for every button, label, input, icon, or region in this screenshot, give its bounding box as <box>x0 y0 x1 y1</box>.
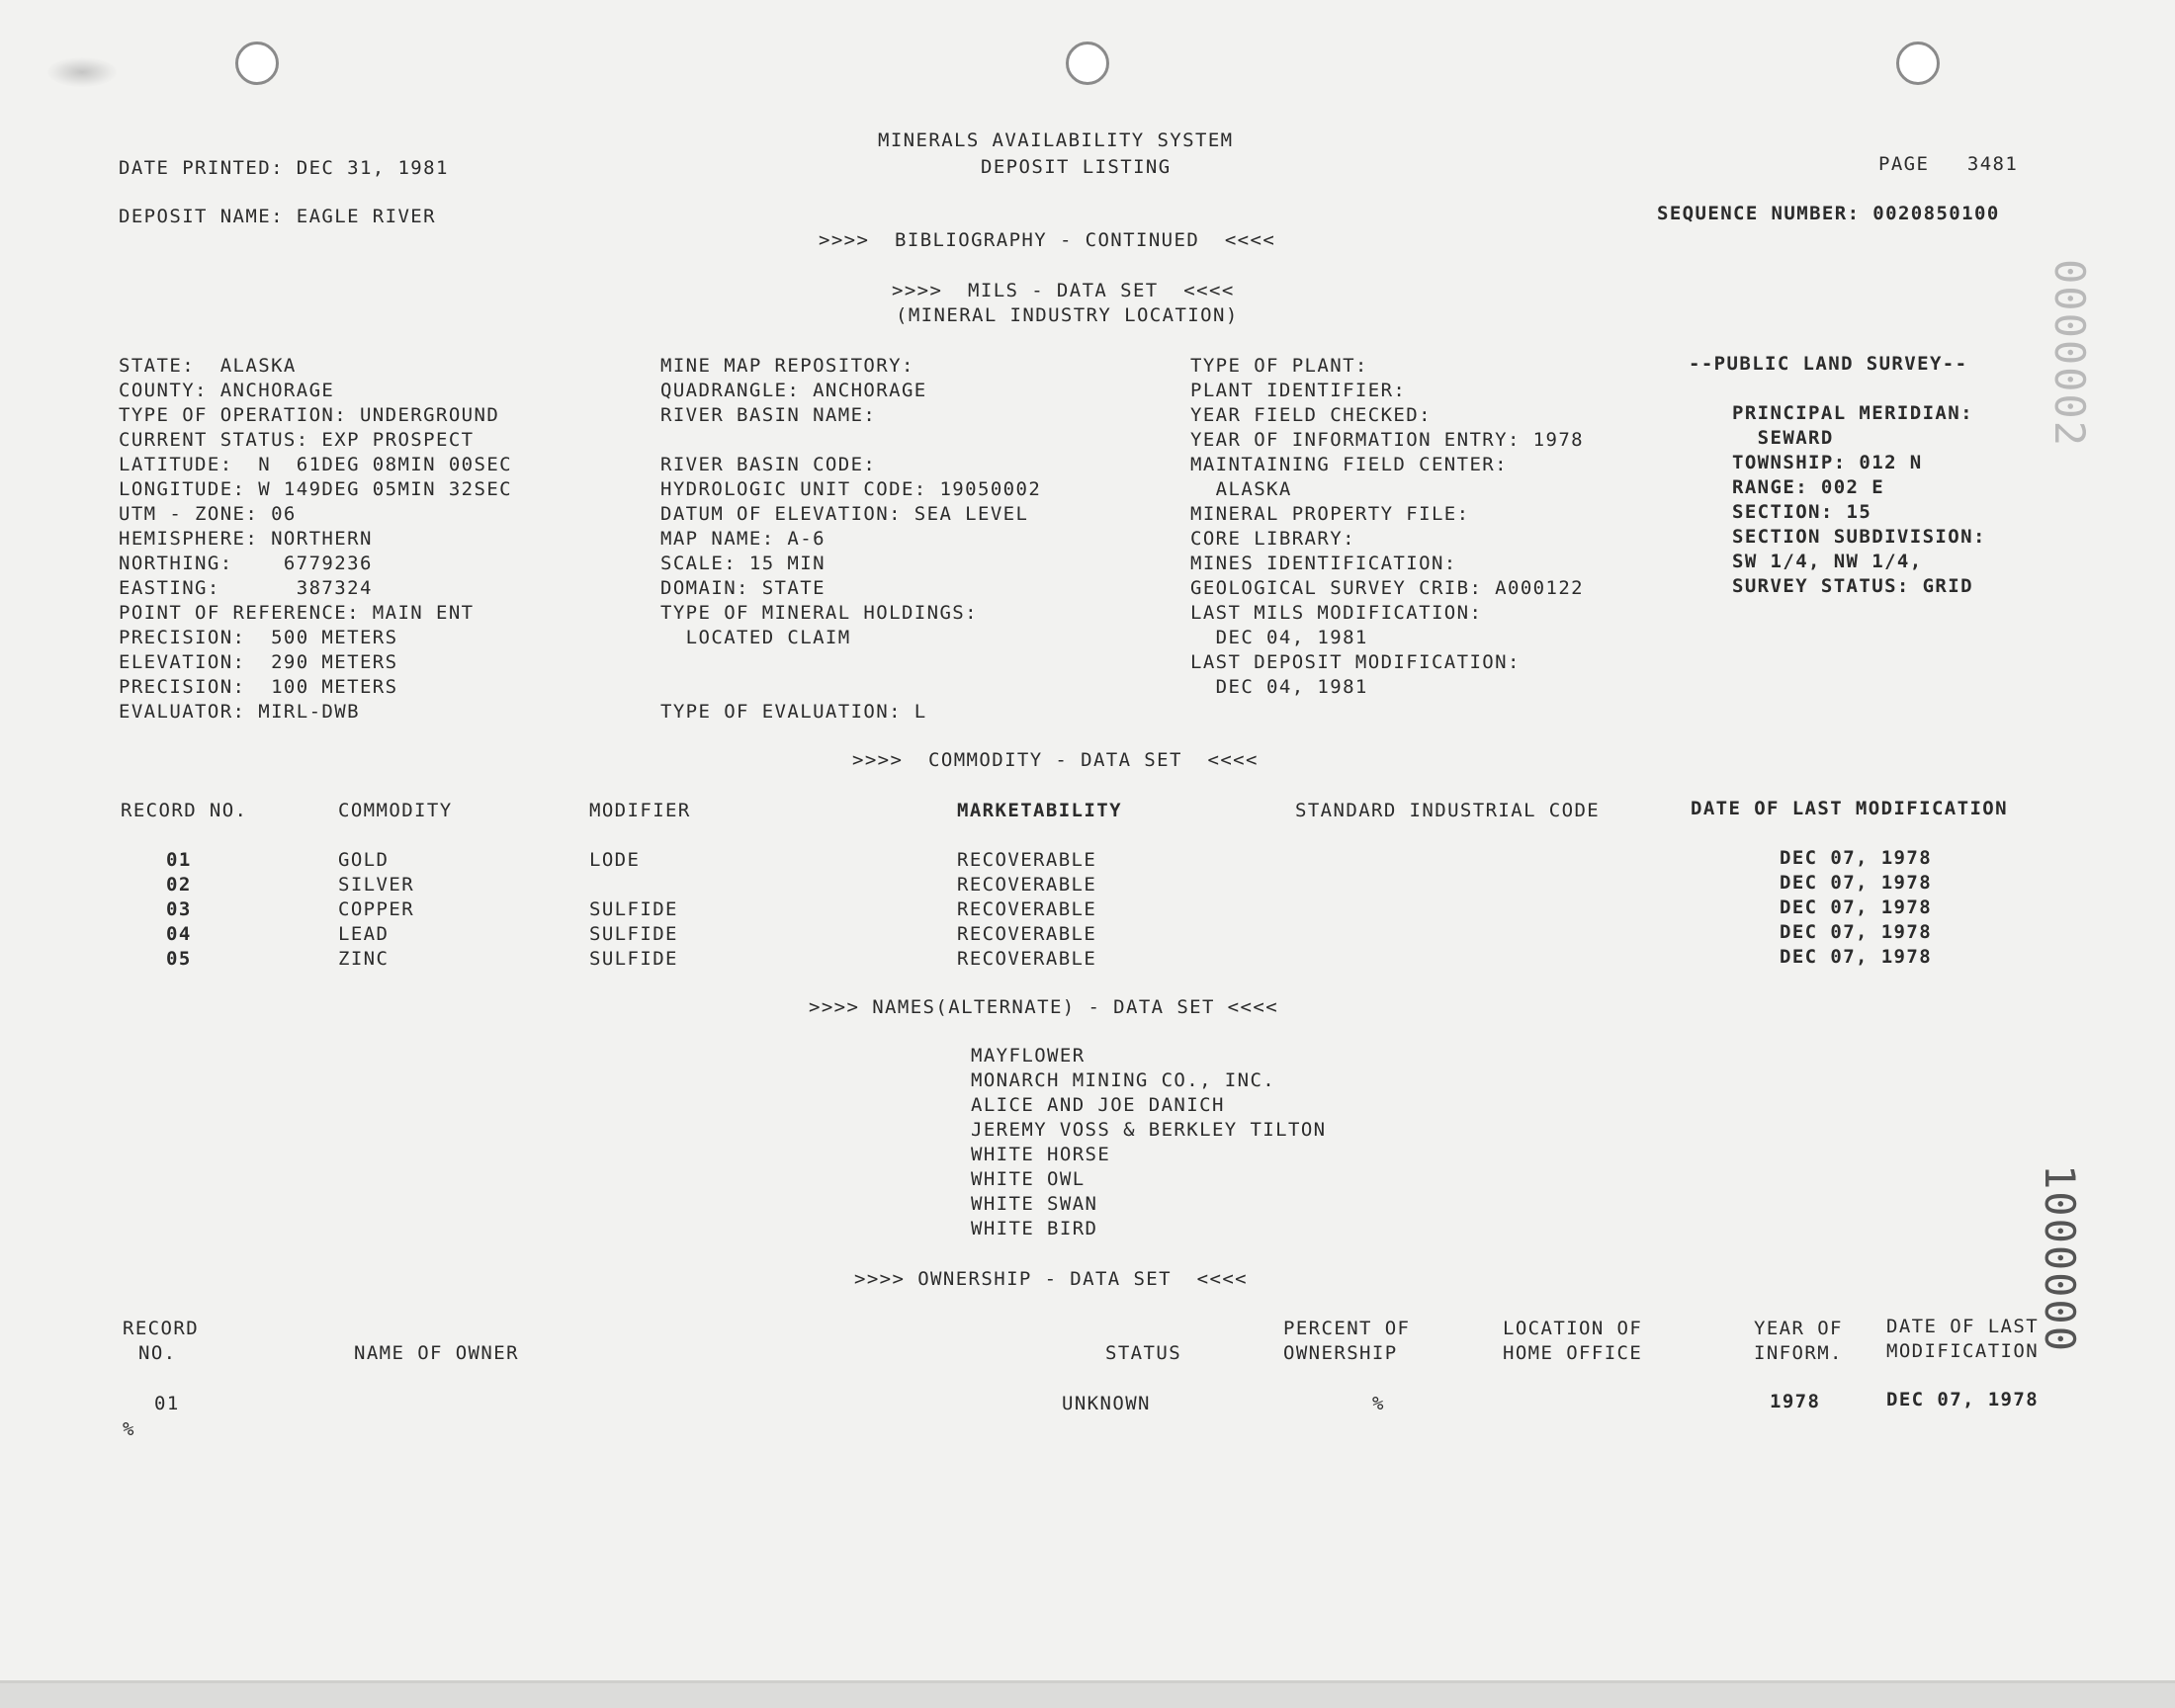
status-cell: UNKNOWN <box>1062 1393 1151 1414</box>
list-item: JEREMY VOSS & BERKLEY TILTON <box>971 1119 1327 1141</box>
field-line: LATITUDE: N 61DEG 08MIN 00SEC <box>119 454 513 475</box>
field-line: MAP NAME: A-6 <box>660 528 826 550</box>
field-line: EASTING: 387324 <box>119 577 373 599</box>
column-header-date-mod: DATE OF LAST MODIFICATION <box>1691 798 2008 819</box>
field-line: CURRENT STATUS: EXP PROSPECT <box>119 429 475 451</box>
commodity-cell: SILVER <box>338 874 415 896</box>
date-cell: DEC 07, 1978 <box>1780 872 1933 894</box>
commodity-heading: >>>> COMMODITY - DATA SET <<<< <box>852 749 1259 771</box>
footer-percent: % <box>123 1418 135 1440</box>
location-column-1 <box>119 354 512 725</box>
deposit-name: DEPOSIT NAME: EAGLE RIVER <box>119 206 436 227</box>
mils-heading: >>>> MILS - DATA SET <<<< <box>892 280 1235 301</box>
location-column-4 <box>1732 401 1986 599</box>
ownership-header-percent-1: PERCENT OF <box>1283 1318 1411 1339</box>
commodity-cell: LEAD <box>338 923 390 945</box>
list-item: WHITE SWAN <box>971 1193 1098 1215</box>
column-header-record: RECORD NO. <box>121 800 248 821</box>
record-cell: 05 <box>166 948 192 970</box>
field-line <box>660 428 1041 453</box>
ownership-heading: >>>> OWNERSHIP - DATA SET <<<< <box>854 1268 1249 1290</box>
ownership-header-no: NO. <box>138 1342 177 1364</box>
ownership-header-datemod-1: DATE OF LAST <box>1886 1316 2040 1337</box>
list-item: MAYFLOWER <box>971 1045 1086 1067</box>
marketability-cell: RECOVERABLE <box>957 898 1097 920</box>
modifier-cell: SULFIDE <box>589 923 678 945</box>
field-line: QUADRANGLE: ANCHORAGE <box>660 380 927 401</box>
ownership-header-percent-2: OWNERSHIP <box>1283 1342 1398 1364</box>
date-cell: DEC 07, 1978 <box>1780 897 1933 918</box>
field-line: CORE LIBRARY: <box>1190 528 1355 550</box>
marketability-cell: RECOVERABLE <box>957 849 1097 871</box>
field-line: ALASKA <box>1190 478 1292 500</box>
field-line: TOWNSHIP: 012 N <box>1732 452 1923 473</box>
field-line: SECTION: 15 <box>1732 501 1872 523</box>
column-header-modifier: MODIFIER <box>589 800 691 821</box>
location-column-2 <box>660 354 1041 725</box>
commodity-cell: COPPER <box>338 898 415 920</box>
year-cell: 1978 <box>1770 1391 1821 1412</box>
field-line: LONGITUDE: W 149DEG 05MIN 32SEC <box>119 478 513 500</box>
field-line: COUNTY: ANCHORAGE <box>119 380 335 401</box>
field-line: YEAR OF INFORMATION ENTRY: 1978 <box>1190 429 1585 451</box>
field-line: SEWARD <box>1732 427 1834 449</box>
field-line: TYPE OF MINERAL HOLDINGS: <box>660 602 978 624</box>
field-line: LAST DEPOSIT MODIFICATION: <box>1190 651 1521 673</box>
field-line: RIVER BASIN CODE: <box>660 454 877 475</box>
ownership-header-name: NAME OF OWNER <box>354 1342 519 1364</box>
date-cell: DEC 07, 1978 <box>1886 1389 2040 1410</box>
smudge-mark <box>47 57 117 87</box>
date-cell: DEC 07, 1978 <box>1780 847 1933 869</box>
field-line: DEC 04, 1981 <box>1190 627 1368 648</box>
date-printed: DATE PRINTED: DEC 31, 1981 <box>119 157 449 179</box>
field-line: POINT OF REFERENCE: MAIN ENT <box>119 602 475 624</box>
ownership-header-year-2: INFORM. <box>1754 1342 1843 1364</box>
field-line: SECTION SUBDIVISION: <box>1732 526 1986 548</box>
field-line <box>660 675 1041 700</box>
field-line: GEOLOGICAL SURVEY CRIB: A000122 <box>1190 577 1585 599</box>
column-header-sic: STANDARD INDUSTRIAL CODE <box>1295 800 1601 821</box>
public-land-survey-title: --PUBLIC LAND SURVEY-- <box>1689 353 1968 375</box>
record-cell: 02 <box>166 874 192 896</box>
record-cell: 04 <box>166 923 192 945</box>
record-cell: 01 <box>154 1393 180 1414</box>
field-line: RANGE: 002 E <box>1732 476 1885 498</box>
modifier-cell: SULFIDE <box>589 898 678 920</box>
commodity-cell: GOLD <box>338 849 390 871</box>
system-title: MINERALS AVAILABILITY SYSTEM <box>878 129 1234 151</box>
alternate-names-list <box>971 1044 1327 1241</box>
record-cell: 01 <box>166 849 192 871</box>
field-line: PRINCIPAL MERIDIAN: <box>1732 402 1973 424</box>
marketability-cell: RECOVERABLE <box>957 874 1097 896</box>
field-line: MINE MAP REPOSITORY: <box>660 355 914 377</box>
field-line: DATUM OF ELEVATION: SEA LEVEL <box>660 503 1029 525</box>
date-cell: DEC 07, 1978 <box>1780 921 1933 943</box>
punch-hole-center <box>1066 42 1109 85</box>
marketability-cell: RECOVERABLE <box>957 948 1097 970</box>
record-cell: 03 <box>166 898 192 920</box>
field-line: STATE: ALASKA <box>119 355 297 377</box>
field-line: TYPE OF EVALUATION: L <box>660 701 927 723</box>
listing-title: DEPOSIT LISTING <box>981 156 1172 178</box>
field-line: TYPE OF OPERATION: UNDERGROUND <box>119 404 500 426</box>
field-line: LAST MILS MODIFICATION: <box>1190 602 1483 624</box>
modifier-cell: SULFIDE <box>589 948 678 970</box>
field-line: YEAR FIELD CHECKED: <box>1190 404 1432 426</box>
column-header-marketability: MARKETABILITY <box>957 800 1122 821</box>
commodity-cell: ZINC <box>338 948 390 970</box>
names-heading: >>>> NAMES(ALTERNATE) - DATA SET <<<< <box>809 996 1279 1018</box>
field-line: UTM - ZONE: 06 <box>119 503 297 525</box>
field-line: PRECISION: 100 METERS <box>119 676 398 698</box>
field-line: TYPE OF PLANT: <box>1190 355 1368 377</box>
list-item: WHITE BIRD <box>971 1218 1098 1239</box>
field-line: PLANT IDENTIFIER: <box>1190 380 1407 401</box>
list-item: WHITE OWL <box>971 1168 1086 1190</box>
field-line: MINES IDENTIFICATION: <box>1190 553 1457 574</box>
field-line: DOMAIN: STATE <box>660 577 826 599</box>
field-line: HYDROLOGIC UNIT CODE: 19050002 <box>660 478 1042 500</box>
field-line: MAINTAINING FIELD CENTER: <box>1190 454 1508 475</box>
field-line: LOCATED CLAIM <box>660 627 851 648</box>
modifier-cell: LODE <box>589 849 641 871</box>
location-column-3 <box>1190 354 1584 700</box>
field-line: SW 1/4, NW 1/4, <box>1732 551 1923 572</box>
field-line: HEMISPHERE: NORTHERN <box>119 528 373 550</box>
field-line: NORTHING: 6779236 <box>119 553 373 574</box>
field-line: MINERAL PROPERTY FILE: <box>1190 503 1470 525</box>
field-line <box>660 650 1041 675</box>
percent-cell: % <box>1372 1393 1385 1414</box>
punch-hole-right <box>1896 42 1940 85</box>
mils-subheading: (MINERAL INDUSTRY LOCATION) <box>896 304 1239 326</box>
punch-hole-left <box>235 42 279 85</box>
field-line: DEC 04, 1981 <box>1190 676 1368 698</box>
field-line: ELEVATION: 290 METERS <box>119 651 398 673</box>
list-item: WHITE HORSE <box>971 1144 1111 1165</box>
list-item: MONARCH MINING CO., INC. <box>971 1069 1276 1091</box>
list-item: ALICE AND JOE DANICH <box>971 1094 1225 1116</box>
field-line: PRECISION: 500 METERS <box>119 627 398 648</box>
page-number: PAGE 3481 <box>1878 153 2019 175</box>
column-header-commodity: COMMODITY <box>338 800 453 821</box>
marketability-cell: RECOVERABLE <box>957 923 1097 945</box>
ownership-header-record: RECORD <box>123 1318 200 1339</box>
stamp-bottom-right: 1000000 <box>2036 1164 2084 1354</box>
bibliography-heading: >>>> BIBLIOGRAPHY - CONTINUED <<<< <box>819 229 1276 251</box>
sequence-number: SEQUENCE NUMBER: 0020850100 <box>1657 203 2000 224</box>
stamp-top-right: 0000002 <box>2045 259 2094 449</box>
field-line: SCALE: 15 MIN <box>660 553 826 574</box>
field-line: RIVER BASIN NAME: <box>660 404 877 426</box>
ownership-header-location-1: LOCATION OF <box>1503 1318 1643 1339</box>
date-cell: DEC 07, 1978 <box>1780 946 1933 968</box>
ownership-header-status: STATUS <box>1105 1342 1182 1364</box>
field-line: EVALUATOR: MIRL-DWB <box>119 701 360 723</box>
ownership-header-year-1: YEAR OF <box>1754 1318 1843 1339</box>
ownership-header-datemod-2: MODIFICATION <box>1886 1340 2040 1362</box>
field-line: SURVEY STATUS: GRID <box>1732 575 1973 597</box>
ownership-header-location-2: HOME OFFICE <box>1503 1342 1643 1364</box>
